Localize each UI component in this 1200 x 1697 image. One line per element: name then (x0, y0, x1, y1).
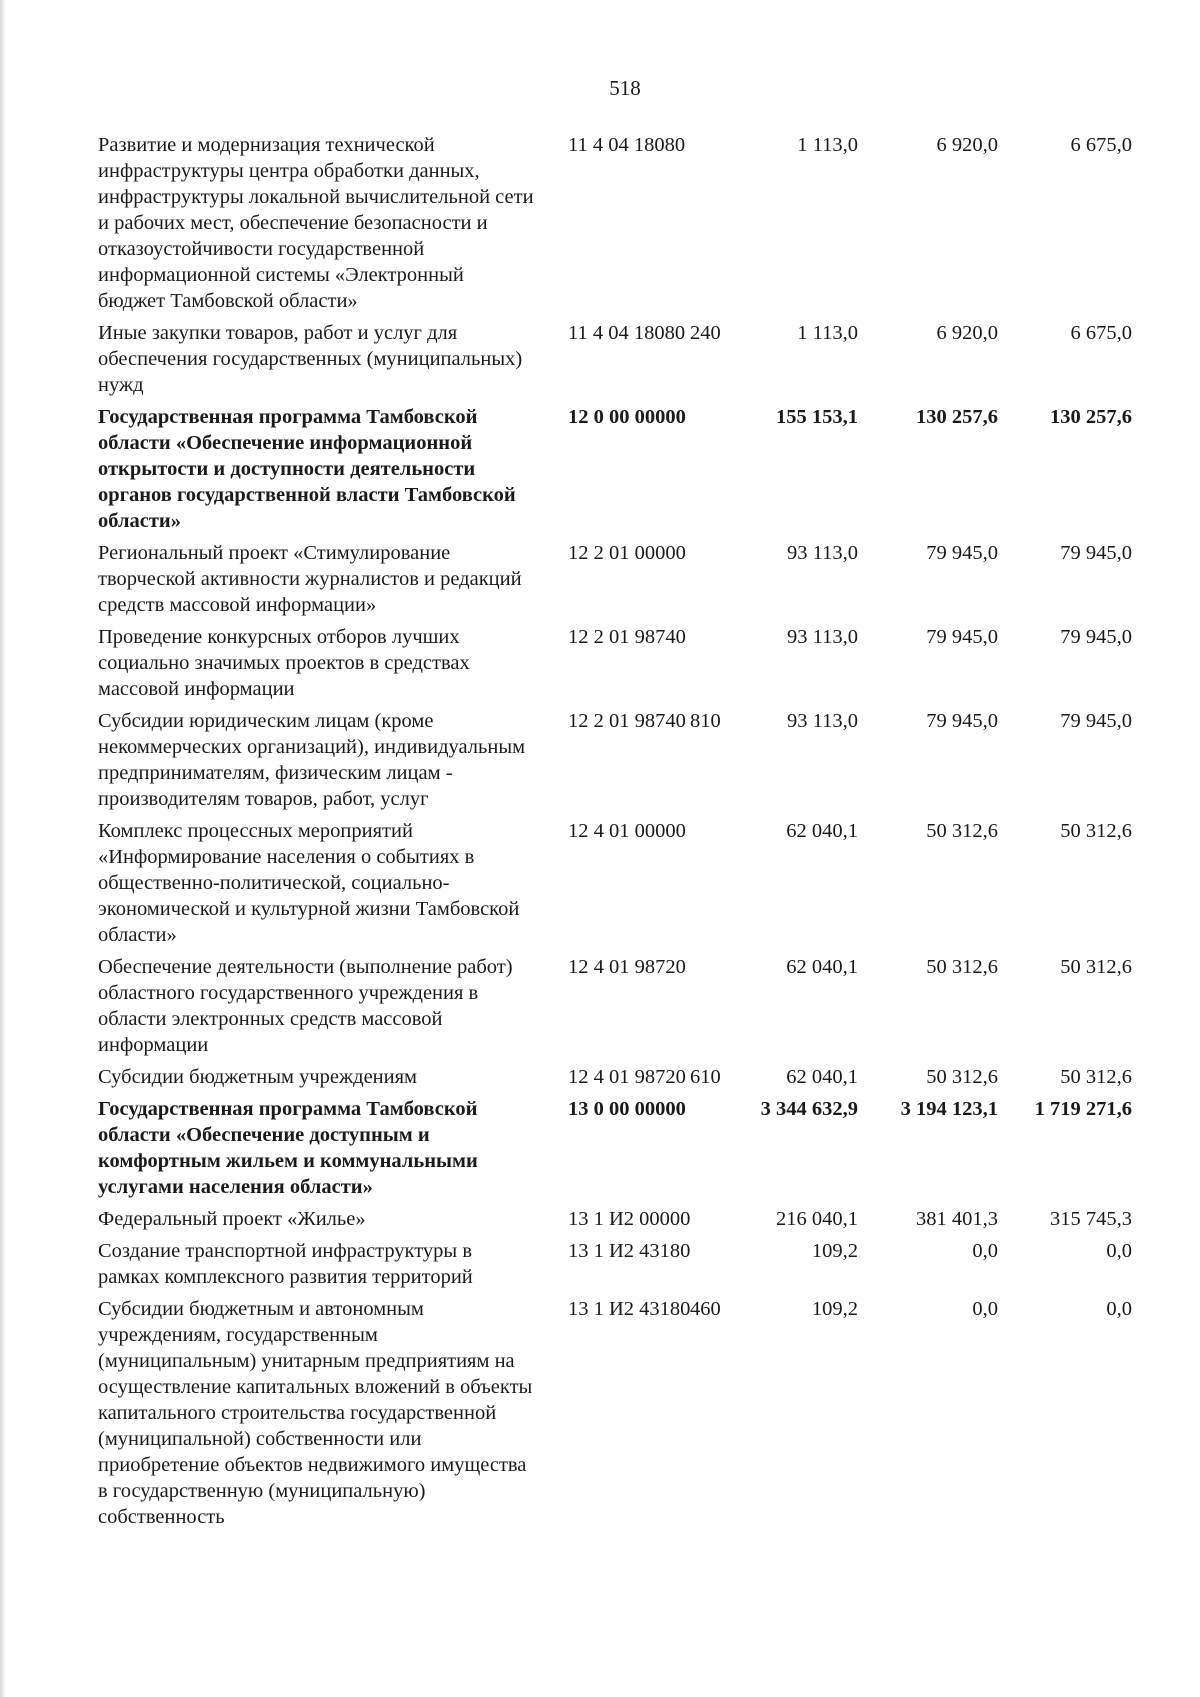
table-row (98, 954, 1170, 1058)
row-value-year-2: 130 257,6 (916, 406, 998, 428)
row-expense-type: 610 (690, 1066, 721, 1088)
row-value-year-1: 216 040,1 (776, 1208, 858, 1230)
row-value-year-2: 79 945,0 (926, 542, 998, 564)
row-name: Обеспечение деятельности (выполнение работ) областного государственного учреждения в области электронных средств массовой информации (98, 956, 513, 1056)
table-row (98, 132, 1170, 314)
row-target-code: 12 2 01 98740 (568, 710, 686, 732)
row-value-year-1: 62 040,1 (786, 956, 858, 978)
table-row (98, 320, 1170, 398)
row-name: Региональный проект «Стимулирование творческой активности журналистов и редакций средств массовой информации» (98, 542, 522, 616)
row-value-year-3: 130 257,6 (1050, 406, 1132, 428)
row-value-year-2: 0,0 (972, 1240, 998, 1262)
row-name: Иные закупки товаров, работ и услуг для обеспечения государственных (муниципальных) нужд (98, 322, 523, 396)
row-target-code: 13 1 И2 43180 (568, 1298, 691, 1320)
table-row (98, 1296, 1170, 1530)
row-target-code: 13 0 00 00000 (568, 1098, 686, 1120)
row-value-year-2: 6 920,0 (936, 134, 998, 156)
row-name: Федеральный проект «Жилье» (98, 1208, 366, 1230)
row-value-year-1: 93 113,0 (787, 542, 858, 564)
table-row (98, 708, 1170, 812)
row-value-year-3: 0,0 (1106, 1298, 1132, 1320)
row-value-year-3: 1 719 271,6 (1034, 1098, 1132, 1120)
table-row (98, 1064, 1170, 1090)
row-expense-type (682, 1238, 740, 1290)
row-value-year-3: 50 312,6 (1060, 956, 1132, 978)
row-value-year-3: 6 675,0 (1070, 134, 1132, 156)
row-value-year-2: 79 945,0 (926, 626, 998, 648)
row-target-code: 12 2 01 98740 (568, 626, 686, 648)
row-target-code: 13 1 И2 00000 (568, 1208, 691, 1230)
row-expense-type (682, 540, 740, 618)
table-row (98, 1238, 1170, 1290)
row-expense-type (682, 954, 740, 1058)
row-expense-type: 240 (690, 322, 721, 344)
row-value-year-2: 381 401,3 (916, 1208, 998, 1230)
row-value-year-1: 109,2 (811, 1298, 858, 1320)
row-value-year-2: 3 194 123,1 (900, 1098, 998, 1120)
row-name: Создание транспортной инфраструктуры в рамках комплексного развития территорий (98, 1240, 473, 1288)
row-name: Субсидии бюджетным учреждениям (98, 1066, 418, 1088)
row-expense-type (682, 624, 740, 702)
row-value-year-2: 50 312,6 (926, 956, 998, 978)
row-name: Государственная программа Тамбовской области «Обеспечение доступным и комфортным жильем и коммунальными услугами населения области» (98, 1098, 478, 1198)
row-value-year-1: 93 113,0 (787, 626, 858, 648)
table-row (98, 1096, 1170, 1200)
row-value-year-2: 0,0 (972, 1298, 998, 1320)
row-value-year-3: 6 675,0 (1070, 322, 1132, 344)
row-expense-type: 460 (690, 1298, 721, 1320)
row-value-year-1: 155 153,1 (776, 406, 858, 428)
row-value-year-2: 79 945,0 (926, 710, 998, 732)
row-value-year-1: 3 344 632,9 (760, 1098, 858, 1120)
row-target-code: 12 4 01 00000 (568, 820, 686, 842)
row-name: Проведение конкурсных отборов лучших социально значимых проектов в средствах массовой информации (98, 626, 470, 700)
row-value-year-1: 1 113,0 (797, 322, 858, 344)
row-target-code: 11 4 04 18080 (568, 322, 686, 344)
row-expense-type (682, 1096, 740, 1200)
row-name: Субсидии бюджетным и автономным учреждениям, государственным (муниципальным) унитарным предприятиям на осуществление капитальных вложений в объекты капитального строительства государственной (муниципальной) собственности или приобретение объектов недвижимого имущества в государственную (муниципальную) собственность (98, 1298, 533, 1528)
row-expense-type: 810 (690, 710, 721, 732)
row-value-year-3: 0,0 (1106, 1240, 1132, 1262)
row-value-year-1: 1 113,0 (797, 134, 858, 156)
row-expense-type (682, 404, 740, 534)
row-value-year-3: 315 745,3 (1050, 1208, 1132, 1230)
row-expense-type (682, 132, 740, 314)
row-target-code: 12 4 01 98720 (568, 956, 686, 978)
page-number: 518 (609, 76, 641, 100)
table-row (98, 818, 1170, 948)
table-row (98, 624, 1170, 702)
row-value-year-3: 79 945,0 (1060, 626, 1132, 648)
row-value-year-2: 50 312,6 (926, 820, 998, 842)
table-row (98, 1206, 1170, 1232)
row-expense-type (682, 818, 740, 948)
row-value-year-3: 79 945,0 (1060, 710, 1132, 732)
row-value-year-1: 62 040,1 (786, 1066, 858, 1088)
row-expense-type (682, 1206, 740, 1232)
budget-table (98, 132, 1170, 1536)
row-value-year-2: 50 312,6 (926, 1066, 998, 1088)
row-target-code: 13 1 И2 43180 (568, 1240, 691, 1262)
row-value-year-3: 79 945,0 (1060, 542, 1132, 564)
row-name: Комплекс процессных мероприятий «Информирование населения о событиях в общественно-политической, социально-экономической и культурной жизни Тамбовской области» (98, 820, 520, 946)
scan-edge-shadow (0, 0, 6, 1697)
row-target-code: 12 4 01 98720 (568, 1066, 686, 1088)
row-value-year-1: 93 113,0 (787, 710, 858, 732)
row-target-code: 11 4 04 18080 (568, 134, 686, 156)
row-target-code: 12 2 01 00000 (568, 542, 686, 564)
row-name: Субсидии юридическим лицам (кроме некоммерческих организаций), индивидуальным предпринимателям, физическим лицам - производителям товаров, работ, услуг (98, 710, 526, 810)
row-name: Развитие и модернизация технической инфраструктуры центра обработки данных, инфраструктуры локальной вычислительной сети и рабочих мест, обеспечение безопасности и отказоустойчивости государственной информационной системы «Электронный бюджет Тамбовской области» (98, 134, 534, 312)
table-row (98, 540, 1170, 618)
table-row (98, 404, 1170, 534)
row-value-year-3: 50 312,6 (1060, 1066, 1132, 1088)
row-value-year-1: 62 040,1 (786, 820, 858, 842)
row-name: Государственная программа Тамбовской области «Обеспечение информационной открытости и доступности деятельности органов государственной власти Тамбовской области» (98, 406, 516, 532)
row-target-code: 12 0 00 00000 (568, 406, 686, 428)
row-value-year-1: 109,2 (811, 1240, 858, 1262)
row-value-year-2: 6 920,0 (936, 322, 998, 344)
row-value-year-3: 50 312,6 (1060, 820, 1132, 842)
